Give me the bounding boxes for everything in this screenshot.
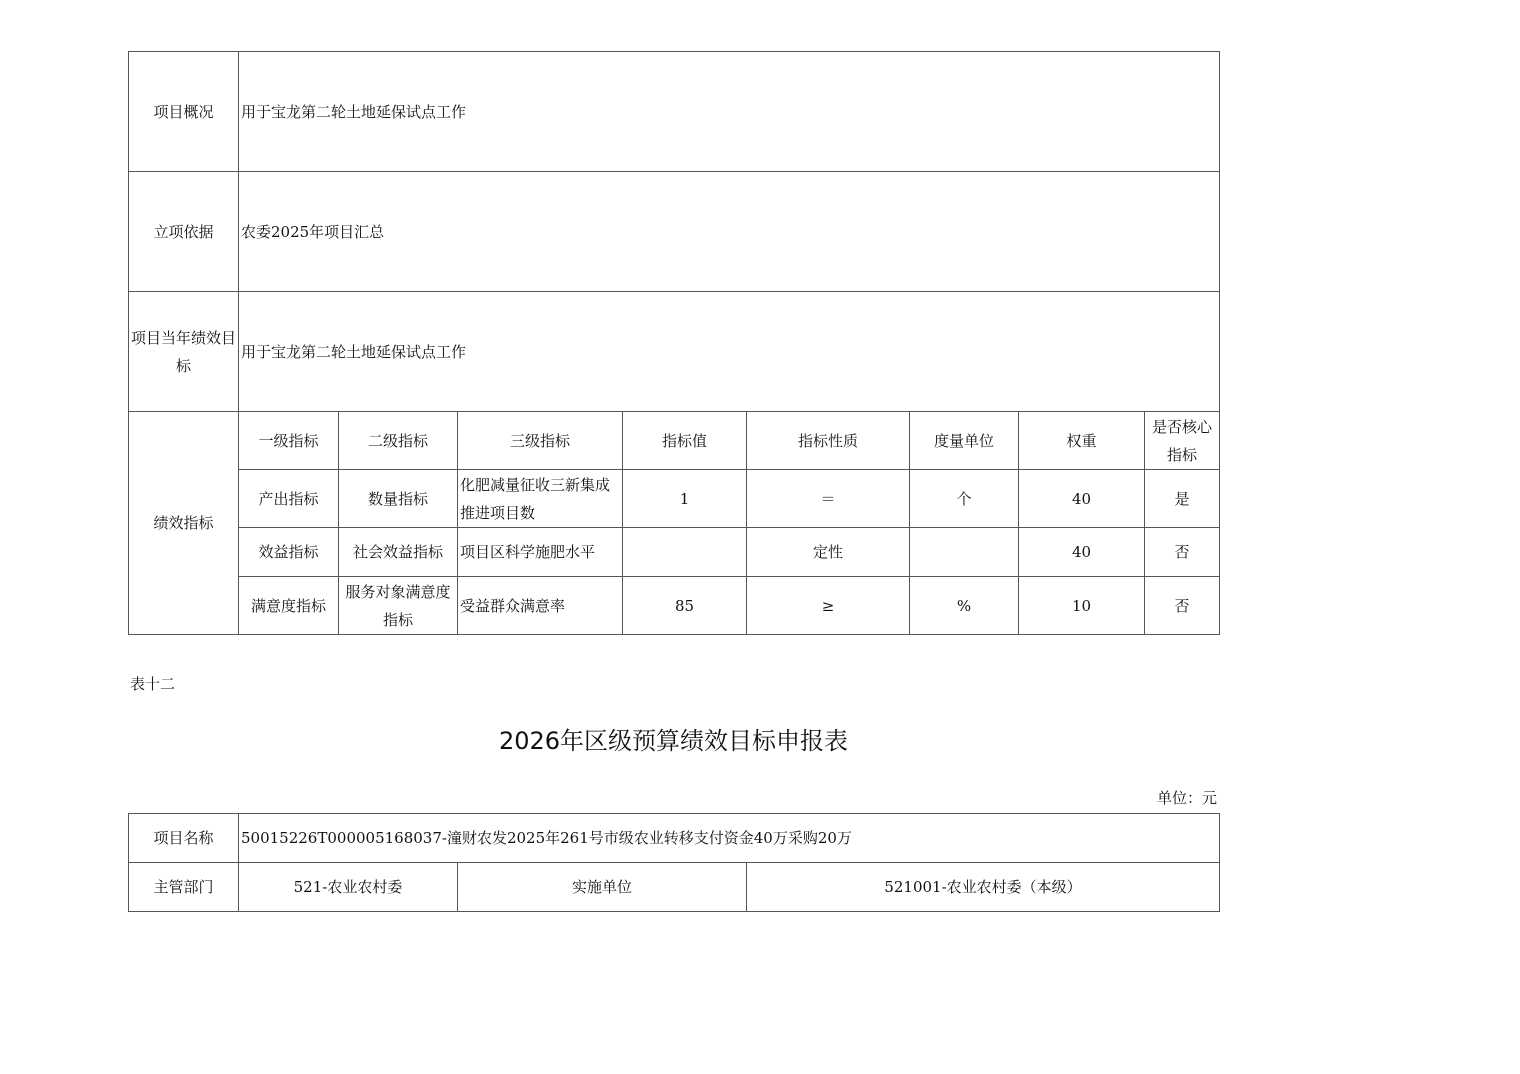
nature-cell: ≥ [747, 577, 910, 635]
overview-value: 用于宝龙第二轮土地延保试点工作 [239, 52, 1220, 172]
table-row [129, 577, 1220, 635]
header-cell: 一级指标 [239, 412, 339, 470]
goal-label: 项目当年绩效目标 [129, 292, 239, 412]
header-cell: 二级指标 [339, 412, 458, 470]
level1-cell: 效益指标 [239, 528, 339, 577]
header-cell: 是否核心指标 [1145, 412, 1220, 470]
implementing-unit-label: 实施单位 [458, 863, 747, 912]
performance-table [128, 51, 1220, 635]
level2-cell: 服务对象满意度指标 [339, 577, 458, 635]
weight-cell: 40 [1019, 528, 1145, 577]
basis-value: 农委2025年项目汇总 [239, 172, 1220, 292]
department-label: 主管部门 [129, 863, 239, 912]
value-cell: 85 [623, 577, 747, 635]
header-cell: 指标值 [623, 412, 747, 470]
project-info-table [128, 813, 1220, 912]
value-cell [623, 528, 747, 577]
header-cell: 度量单位 [910, 412, 1019, 470]
level3-cell: 项目区科学施肥水平 [458, 528, 623, 577]
unit-cell: 个 [910, 470, 1019, 528]
header-cell: 权重 [1019, 412, 1145, 470]
level3-cell: 受益群众满意率 [458, 577, 623, 635]
page-title: 2026年区级预算绩效目标申报表 [498, 727, 849, 755]
nature-cell: ＝ [747, 470, 910, 528]
header-cell: 三级指标 [458, 412, 623, 470]
level1-cell: 满意度指标 [239, 577, 339, 635]
overview-label: 项目概况 [129, 52, 239, 172]
implementing-unit-value: 521001-农业农村委（本级） [747, 863, 1220, 912]
core-cell: 否 [1145, 577, 1220, 635]
level3-cell: 化肥减量征收三新集成推进项目数 [458, 470, 623, 528]
table-row [129, 470, 1220, 528]
header-cell: 指标性质 [747, 412, 910, 470]
value-cell: 1 [623, 470, 747, 528]
project-name-label: 项目名称 [129, 814, 239, 863]
department-value: 521-农业农村委 [239, 863, 458, 912]
basis-row [129, 172, 1220, 292]
goal-value: 用于宝龙第二轮土地延保试点工作 [239, 292, 1220, 412]
weight-cell: 40 [1019, 470, 1145, 528]
core-cell: 是 [1145, 470, 1220, 528]
level1-cell: 产出指标 [239, 470, 339, 528]
unit-label: 单位：元 [1156, 789, 1217, 807]
department-row [129, 863, 1220, 912]
core-cell: 否 [1145, 528, 1220, 577]
nature-cell: 定性 [747, 528, 910, 577]
project-name-value: 50015226T000005168037-潼财农发2025年261号市级农业转移支付资金40万采购20万 [239, 814, 1220, 863]
basis-label: 立项依据 [129, 172, 239, 292]
header-row [129, 412, 1220, 470]
perf-label: 绩效指标 [129, 412, 239, 635]
table-row [129, 528, 1220, 577]
goal-row [129, 292, 1220, 412]
level2-cell: 数量指标 [339, 470, 458, 528]
overview-row [129, 52, 1220, 172]
unit-cell [910, 528, 1019, 577]
table-caption: 表十二 [130, 675, 176, 693]
weight-cell: 10 [1019, 577, 1145, 635]
level2-cell: 社会效益指标 [339, 528, 458, 577]
project-name-row [129, 814, 1220, 863]
unit-cell: % [910, 577, 1019, 635]
